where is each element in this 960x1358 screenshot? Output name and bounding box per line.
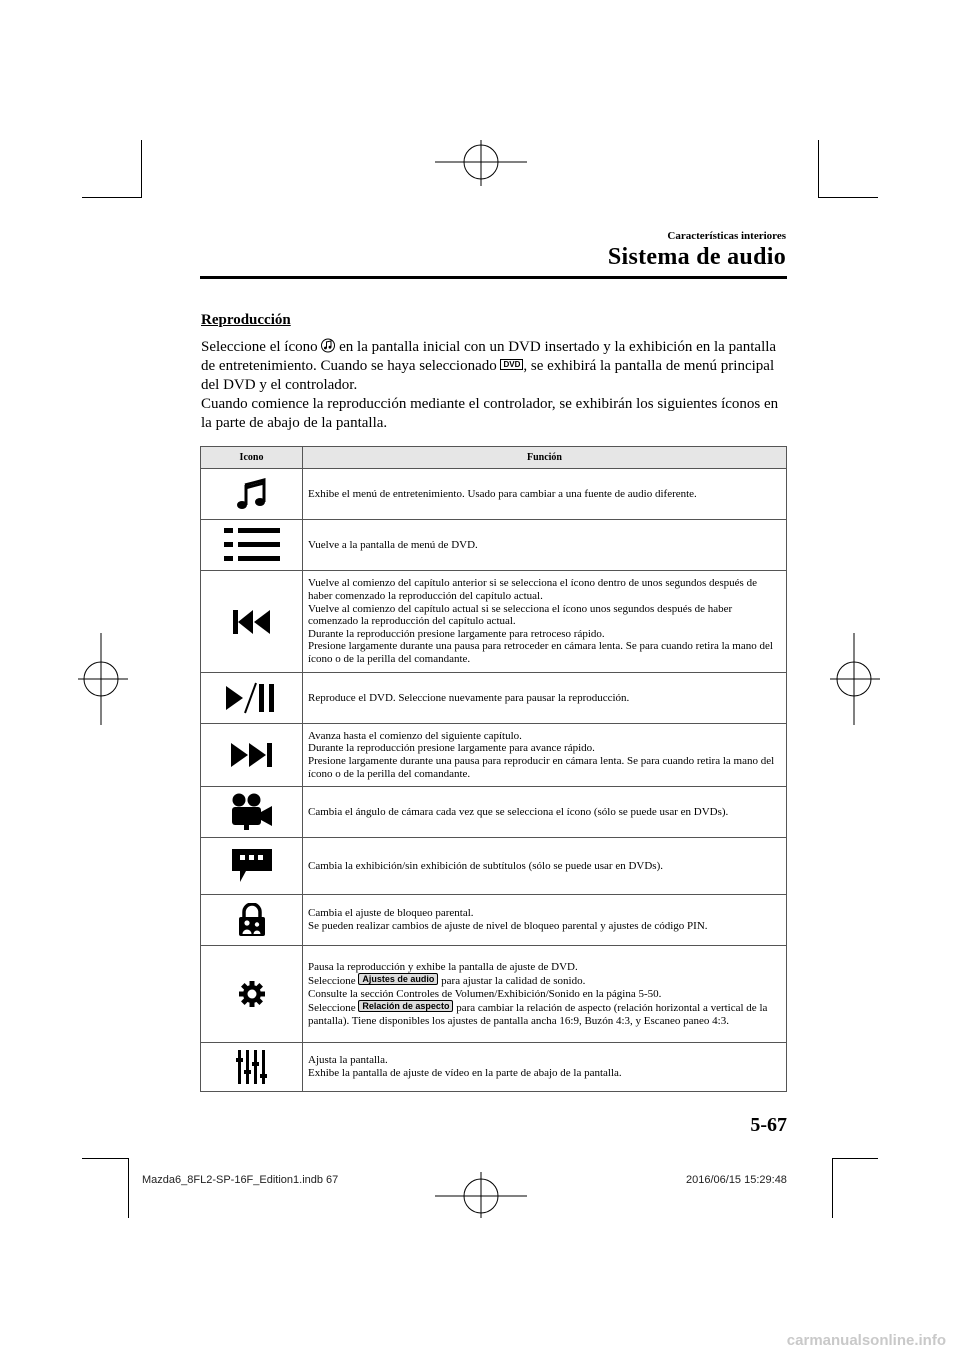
- row-line: Cambia el ajuste de bloqueo parental.: [308, 907, 474, 920]
- footer-timestamp: 2016/06/15 15:29:48: [686, 1174, 787, 1186]
- page-title: Sistema de audio: [607, 244, 786, 270]
- intro-text-a: Seleccione el ícono: [201, 339, 318, 355]
- row-line: Ajusta la pantalla.: [308, 1054, 388, 1067]
- row-line: Presione largamente durante una pausa para retroceder en cámara lenta. Se para cuando retira la mano del ícono o de la perilla del comandante.: [308, 640, 773, 665]
- table-header-row: [201, 447, 787, 469]
- registration-mark-right: [830, 633, 880, 725]
- row-text: [303, 838, 787, 895]
- chapter-label: Características interiores: [667, 230, 786, 242]
- registration-mark-top: [435, 140, 527, 186]
- row-line: Vuelve al comienzo del capítulo actual si se selecciona el ícono unos segundos después de haber comenzado la reproducción del capítulo actual.: [308, 602, 733, 628]
- audio-settings-button: Ajustes de audio: [358, 973, 438, 985]
- row-line: [308, 1000, 781, 1027]
- row-line: Presione largamente durante una pausa para reproducir en cámara lenta. Se para cuando retira la mano del ícono o de la perilla del comandante.: [308, 755, 775, 780]
- music-note-inline-icon: [321, 338, 335, 353]
- table-row: [201, 787, 787, 838]
- table-row: [201, 571, 787, 673]
- table-row: [201, 895, 787, 946]
- intro-paragraph-2: Cuando comience la reproducción mediante el controlador, se exhibirán los siguientes íconos en la parte de abajo de la pantalla.: [201, 396, 779, 431]
- intro-text-c: , se exhibirá la pantalla de menú principal del DVD y el controlador.: [201, 358, 775, 393]
- list-icon: [224, 527, 280, 563]
- row-text: [303, 469, 787, 520]
- col-header-function: Función: [303, 447, 787, 469]
- aspect-ratio-button: Relación de aspecto: [358, 1000, 453, 1012]
- row-line: Durante la reproducción presione largamente para retroceso rápido.: [308, 627, 605, 640]
- row-line: Reproduce el DVD. Seleccione nuevamente para pausar la reproducción.: [308, 691, 630, 704]
- table-row: [201, 469, 787, 520]
- music-note-icon: [235, 477, 269, 511]
- equalizer-icon: [236, 1050, 268, 1084]
- camera-angle-icon: [230, 793, 274, 831]
- function-table: [200, 446, 787, 1092]
- header-rule: [200, 276, 787, 279]
- play-pause-icon: [226, 682, 278, 714]
- row-text: [303, 946, 787, 1043]
- row-line-text: para cambiar la relación de aspecto (relación horizontal a vertical de la pantalla). Tiene disponibles los ajustes de pantalla ancha 16:9, Buzón 4:3, y Escaneo paneo 4:3.: [308, 1002, 768, 1027]
- registration-mark-left: [78, 633, 128, 725]
- table-row: [201, 838, 787, 895]
- row-line: Vuelve al comienzo del capítulo anterior si se selecciona el ícono dentro de unos segundos después de haber comenzado la reproducción del capítulo actual.: [308, 577, 757, 603]
- section-title: Reproducción: [201, 312, 291, 328]
- intro-text: [201, 338, 791, 433]
- registration-mark-bottom: [435, 1172, 527, 1218]
- row-line: Cambia el ángulo de cámara cada vez que se selecciona el ícono (sólo se puede usar en DVDs).: [308, 805, 729, 818]
- row-line-text: para ajustar la calidad de sonido.: [441, 975, 586, 988]
- page-number: 5-67: [750, 1114, 787, 1136]
- table-row: [201, 520, 787, 571]
- row-text: [303, 571, 787, 673]
- row-text: [303, 787, 787, 838]
- row-text: [303, 895, 787, 946]
- dvd-badge: DVD: [500, 359, 523, 370]
- row-line: [308, 973, 781, 988]
- row-text: [303, 1043, 787, 1092]
- row-text: [303, 520, 787, 571]
- table-row: [201, 1043, 787, 1092]
- parental-lock-icon: [237, 903, 267, 937]
- subtitle-icon: [232, 849, 272, 883]
- row-line: Consulte la sección Controles de Volumen/Exhibición/Sonido en la página 5-50.: [308, 987, 662, 1000]
- footer-file: Mazda6_8FL2-SP-16F_Edition1.indb 67: [142, 1174, 339, 1186]
- intro-paragraph-1: [201, 338, 791, 395]
- row-line: Durante la reproducción presione largamente para avance rápido.: [308, 742, 595, 755]
- watermark: carmanualsonline.info: [786, 1332, 946, 1349]
- table-row: [201, 724, 787, 787]
- row-line: Se pueden realizar cambios de ajuste de nivel de bloqueo parental y ajustes de código PIN.: [308, 920, 708, 932]
- row-text: [303, 724, 787, 787]
- row-line-text: Seleccione: [308, 975, 356, 988]
- skip-forward-icon: [231, 742, 273, 768]
- row-line: Vuelve a la pantalla de menú de DVD.: [308, 538, 478, 551]
- skip-back-icon: [233, 609, 271, 635]
- row-line: Pausa la reproducción y exhibe la pantalla de ajuste de DVD.: [308, 960, 578, 973]
- intro-text-b: en la pantalla inicial con un DVD insertado y la exhibición en la pantalla de entretenimiento. Cuando se haya seleccionado: [201, 339, 777, 374]
- table-row: [201, 673, 787, 724]
- row-text: [303, 673, 787, 724]
- row-line: Avanza hasta el comienzo del siguiente capítulo.: [308, 729, 522, 742]
- row-line: Exhibe el menú de entretenimiento. Usado para cambiar a una fuente de audio diferente.: [308, 487, 697, 500]
- col-header-icon: Icono: [201, 447, 303, 469]
- row-line-text: Seleccione: [308, 1002, 356, 1015]
- table-row: [201, 946, 787, 1043]
- row-line: Exhibe la pantalla de ajuste de vídeo en la parte de abajo de la pantalla.: [308, 1067, 622, 1079]
- gear-icon: [239, 981, 265, 1007]
- row-line: Cambia la exhibición/sin exhibición de subtítulos (sólo se puede usar en DVDs).: [308, 859, 663, 872]
